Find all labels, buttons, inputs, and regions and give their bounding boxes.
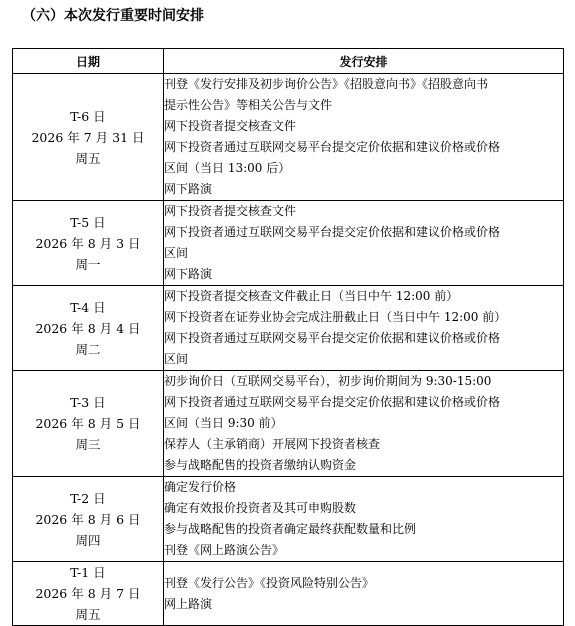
arrangement-line: 网下路演 [164, 267, 213, 281]
date-cell [13, 371, 164, 477]
t-day-label: T-6 日 [70, 108, 106, 124]
arrangement-line: 网下投资者通过互联网交易平台提交定价依据和建议价格或价格 [164, 225, 501, 239]
date-cell [13, 286, 164, 371]
arrangement-cell [164, 74, 564, 201]
arrangement-line: 刊登《发行安排及初步询价公告》《招股意向书》《招股意向书 [164, 77, 489, 91]
t-day-label: T-1 日 [70, 565, 106, 580]
arrangement-line: 网下投资者通过互联网交易平台提交定价依据和建议价格或价格 [164, 395, 501, 409]
arrangement-line: 参与战略配售的投资者确定最终获配数量和比例 [164, 522, 417, 536]
calendar-date: 2026 年 8 月 3 日 [35, 235, 141, 251]
arrangement-cell [164, 477, 564, 562]
table-row [13, 286, 564, 371]
section-heading: （六）本次发行重要时间安排 [22, 8, 204, 24]
arrangement-line: 网下投资者通过互联网交易平台提交定价依据和建议价格或价格 [164, 331, 501, 345]
calendar-date: 2026 年 8 月 7 日 [35, 586, 141, 601]
arrangement-line: 初步询价日（互联网交易平台），初步询价期间为 9:30-15:00 [164, 374, 492, 388]
arrangement-line: 网下投资者提交核查文件 [164, 119, 297, 133]
table-row [13, 371, 564, 477]
column-header-arrangement: 发行安排 [164, 49, 564, 74]
t-day-label: T-3 日 [70, 395, 106, 410]
calendar-date: 2026 年 8 月 6 日 [35, 511, 141, 527]
arrangement-cell [164, 371, 564, 477]
arrangement-line: 网上路演 [164, 596, 213, 611]
t-day-label: T-2 日 [70, 490, 106, 506]
arrangement-line: 区间（当日 9:30 前） [164, 416, 283, 430]
arrangement-line: 网下投资者在证券业协会完成注册截止日（当日中午 12:00 前） [164, 310, 507, 324]
arrangement-line: 刊登《发行公告》《投资风险特别公告》 [164, 575, 375, 590]
arrangement-line: 区间 [164, 246, 189, 260]
weekday-label: 周四 [75, 532, 101, 548]
arrangement-line: 保荐人（主承销商）开展网下投资者核查 [164, 437, 381, 451]
arrangement-line: 网下投资者提交核查文件 [164, 204, 297, 218]
weekday-label: 周五 [75, 150, 101, 166]
arrangement-cell [164, 286, 564, 371]
t-day-label: T-4 日 [70, 299, 106, 315]
weekday-label: 周五 [75, 607, 101, 622]
calendar-date: 2026 年 8 月 5 日 [35, 416, 141, 431]
arrangement-line: 确定有效报价投资者及其可申购股数 [164, 501, 357, 515]
weekday-label: 周二 [75, 341, 101, 357]
date-cell [13, 562, 164, 626]
date-cell [13, 74, 164, 201]
arrangement-line: 提示性公告》等相关公告与文件 [164, 98, 333, 112]
arrangement-line: 网下投资者通过互联网交易平台提交定价依据和建议价格或价格 [164, 140, 501, 154]
table-row [13, 562, 564, 626]
weekday-label: 周一 [75, 256, 101, 272]
arrangement-line: 区间 [164, 352, 189, 366]
table-row [13, 477, 564, 562]
t-day-label: T-5 日 [70, 214, 106, 230]
arrangement-line: 网下投资者提交核查文件截止日（当日中午 12:00 前） [164, 289, 459, 303]
arrangement-cell [164, 562, 564, 626]
arrangement-line: 确定发行价格 [164, 480, 237, 494]
arrangement-line: 网下路演 [164, 182, 213, 196]
calendar-date: 2026 年 8 月 4 日 [35, 320, 141, 336]
table-header-row [13, 49, 564, 74]
column-header-date: 日期 [13, 49, 164, 74]
schedule-table [12, 48, 564, 626]
date-cell [13, 201, 164, 286]
calendar-date: 2026 年 7 月 31 日 [31, 129, 145, 145]
arrangement-line: 区间（当日 13:00 后） [164, 161, 291, 175]
date-cell [13, 477, 164, 562]
table-row [13, 201, 564, 286]
arrangement-line: 参与战略配售的投资者缴纳认购资金 [164, 458, 357, 472]
weekday-label: 周三 [75, 437, 101, 452]
table-row [13, 74, 564, 201]
arrangement-cell [164, 201, 564, 286]
arrangement-line: 刊登《网上路演公告》 [164, 543, 285, 557]
